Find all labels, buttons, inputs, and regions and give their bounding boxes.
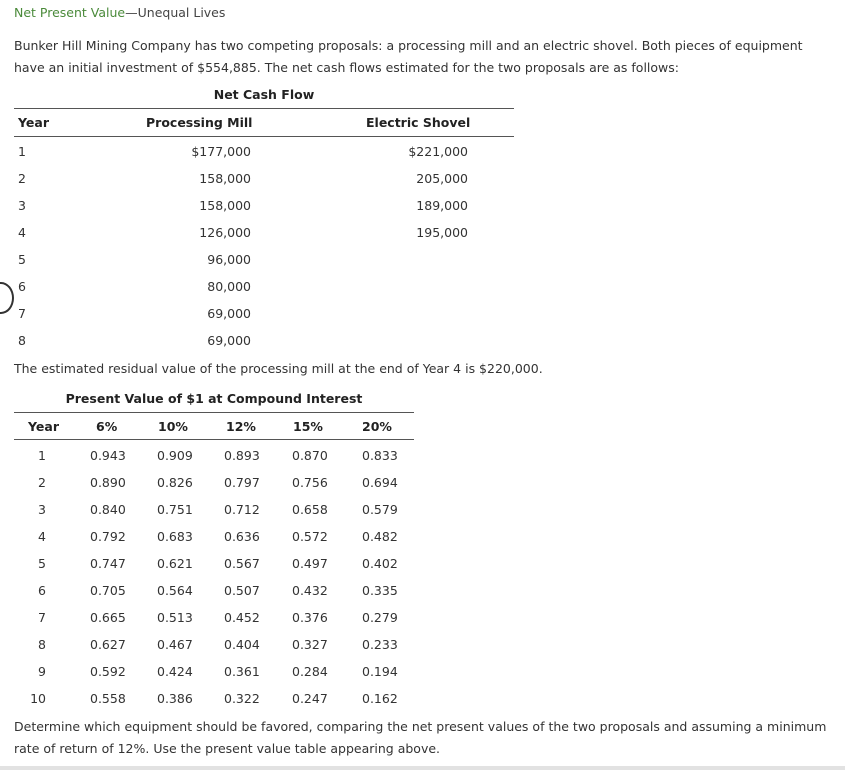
pv-12-cell: 0.452 — [224, 610, 260, 625]
pv-15-cell: 0.327 — [292, 637, 328, 652]
ncf-shovel-cell: $221,000 — [408, 144, 468, 159]
pv-header-6: 6% — [96, 419, 118, 434]
pv-12-cell: 0.893 — [224, 448, 260, 463]
pv-table-row — [14, 664, 414, 691]
pv-table-row — [14, 583, 414, 610]
pv-year-cell: 6 — [38, 583, 46, 598]
pv-12-cell: 0.712 — [224, 502, 260, 517]
ncf-mill-cell: $177,000 — [191, 144, 251, 159]
pv-12-cell: 0.636 — [224, 529, 260, 544]
pv-12-cell: 0.322 — [224, 691, 260, 706]
pv-6-cell: 0.558 — [90, 691, 126, 706]
ncf-shovel-cell: 195,000 — [416, 225, 468, 240]
pv-year-cell: 1 — [38, 448, 46, 463]
ncf-mill-cell: 158,000 — [199, 198, 251, 213]
pv-12-cell: 0.567 — [224, 556, 260, 571]
pv-12-cell: 0.507 — [224, 583, 260, 598]
intro-paragraph: Bunker Hill Mining Company has two competing proposals: a processing mill and an electric shovel. Both pieces of equipment have an initial investment of $554,885. The net cash flows estimated for the two proposals are as follows: — [14, 38, 803, 75]
ncf-mill-cell: 69,000 — [207, 333, 251, 348]
pv-10-cell: 0.751 — [157, 502, 193, 517]
ncf-header-mill: Processing Mill — [146, 115, 253, 130]
pv-20-cell: 0.279 — [362, 610, 398, 625]
ncf-header-shovel: Electric Shovel — [366, 115, 471, 130]
pv-15-cell: 0.870 — [292, 448, 328, 463]
pv-year-cell: 3 — [38, 502, 46, 517]
pv-20-cell: 0.694 — [362, 475, 398, 490]
pv-table-row — [14, 502, 414, 529]
pv-20-cell: 0.482 — [362, 529, 398, 544]
pv-header-rule — [14, 439, 414, 440]
pv-caption: Present Value of $1 at Compound Interest — [65, 391, 363, 406]
ncf-mill-cell: 126,000 — [199, 225, 251, 240]
pv-10-cell: 0.424 — [157, 664, 193, 679]
ncf-table-row — [14, 279, 514, 306]
pv-table-row — [14, 691, 414, 718]
pv-15-cell: 0.572 — [292, 529, 328, 544]
pv-6-cell: 0.627 — [90, 637, 126, 652]
ncf-table-row — [14, 171, 514, 198]
pv-year-cell: 5 — [38, 556, 46, 571]
pv-20-cell: 0.335 — [362, 583, 398, 598]
pv-year-cell: 4 — [38, 529, 46, 544]
pv-6-cell: 0.747 — [90, 556, 126, 571]
pv-12-cell: 0.361 — [224, 664, 260, 679]
pv-6-cell: 0.943 — [90, 448, 126, 463]
residual-note: The estimated residual value of the processing mill at the end of Year 4 is $220,000. — [14, 361, 543, 376]
ncf-table-row — [14, 333, 514, 360]
ncf-header-year: Year — [18, 115, 49, 130]
ncf-header-rule — [14, 136, 514, 137]
ncf-shovel-cell: 189,000 — [416, 198, 468, 213]
edge-circle-fragment — [0, 282, 14, 314]
pv-12-cell: 0.404 — [224, 637, 260, 652]
bottom-scroll-edge — [0, 766, 845, 770]
pv-table-row — [14, 637, 414, 664]
ncf-year-cell: 2 — [18, 171, 26, 186]
pv-15-cell: 0.497 — [292, 556, 328, 571]
pv-15-cell: 0.756 — [292, 475, 328, 490]
pv-10-cell: 0.564 — [157, 583, 193, 598]
ncf-year-cell: 6 — [18, 279, 26, 294]
ncf-year-cell: 5 — [18, 252, 26, 267]
ncf-shovel-cell: 205,000 — [416, 171, 468, 186]
title-main: Net Present Value — [14, 5, 126, 20]
ncf-mill-cell: 158,000 — [199, 171, 251, 186]
pv-10-cell: 0.467 — [157, 637, 193, 652]
ncf-top-rule — [14, 108, 514, 109]
pv-20-cell: 0.162 — [362, 691, 398, 706]
ncf-year-cell: 8 — [18, 333, 26, 348]
ncf-table-row — [14, 144, 514, 171]
pv-table-row — [14, 475, 414, 502]
pv-6-cell: 0.792 — [90, 529, 126, 544]
pv-table-row — [14, 610, 414, 637]
pv-10-cell: 0.621 — [157, 556, 193, 571]
pv-6-cell: 0.592 — [90, 664, 126, 679]
ncf-caption: Net Cash Flow — [213, 87, 315, 102]
pv-15-cell: 0.376 — [292, 610, 328, 625]
pv-20-cell: 0.233 — [362, 637, 398, 652]
pv-year-cell: 2 — [38, 475, 46, 490]
pv-15-cell: 0.247 — [292, 691, 328, 706]
pv-15-cell: 0.432 — [292, 583, 328, 598]
pv-6-cell: 0.890 — [90, 475, 126, 490]
page-title — [14, 5, 225, 20]
pv-10-cell: 0.826 — [157, 475, 193, 490]
pv-header-15: 15% — [293, 419, 323, 434]
ncf-year-cell: 3 — [18, 198, 26, 213]
ncf-table-row — [14, 198, 514, 225]
pv-header-12: 12% — [226, 419, 256, 434]
pv-year-cell: 10 — [30, 691, 46, 706]
pv-15-cell: 0.658 — [292, 502, 328, 517]
ncf-year-cell: 4 — [18, 225, 26, 240]
pv-6-cell: 0.705 — [90, 583, 126, 598]
ncf-table-row — [14, 252, 514, 279]
pv-20-cell: 0.402 — [362, 556, 398, 571]
pv-15-cell: 0.284 — [292, 664, 328, 679]
ncf-mill-cell: 96,000 — [207, 252, 251, 267]
pv-20-cell: 0.194 — [362, 664, 398, 679]
pv-header-10: 10% — [158, 419, 188, 434]
pv-header-year: Year — [28, 419, 59, 434]
pv-table-row — [14, 529, 414, 556]
pv-6-cell: 0.840 — [90, 502, 126, 517]
pv-table-row — [14, 448, 414, 475]
ncf-year-cell: 7 — [18, 306, 26, 321]
pv-12-cell: 0.797 — [224, 475, 260, 490]
pv-year-cell: 9 — [38, 664, 46, 679]
pv-top-rule — [14, 412, 414, 413]
pv-header-20: 20% — [362, 419, 392, 434]
pv-10-cell: 0.386 — [157, 691, 193, 706]
pv-year-cell: 8 — [38, 637, 46, 652]
ncf-mill-cell: 80,000 — [207, 279, 251, 294]
pv-10-cell: 0.513 — [157, 610, 193, 625]
pv-6-cell: 0.665 — [90, 610, 126, 625]
ncf-mill-cell: 69,000 — [207, 306, 251, 321]
question-paragraph: Determine which equipment should be favored, comparing the net present values of the two proposals and assuming a minimum rate of return of 12%. Use the present value table appearing above. — [14, 719, 827, 756]
title-suffix: —Unequal Lives — [125, 5, 226, 20]
ncf-year-cell: 1 — [18, 144, 26, 159]
ncf-table-row — [14, 306, 514, 333]
pv-20-cell: 0.833 — [362, 448, 398, 463]
ncf-table-row — [14, 225, 514, 252]
pv-20-cell: 0.579 — [362, 502, 398, 517]
pv-10-cell: 0.909 — [157, 448, 193, 463]
pv-year-cell: 7 — [38, 610, 46, 625]
pv-10-cell: 0.683 — [157, 529, 193, 544]
pv-table-row — [14, 556, 414, 583]
